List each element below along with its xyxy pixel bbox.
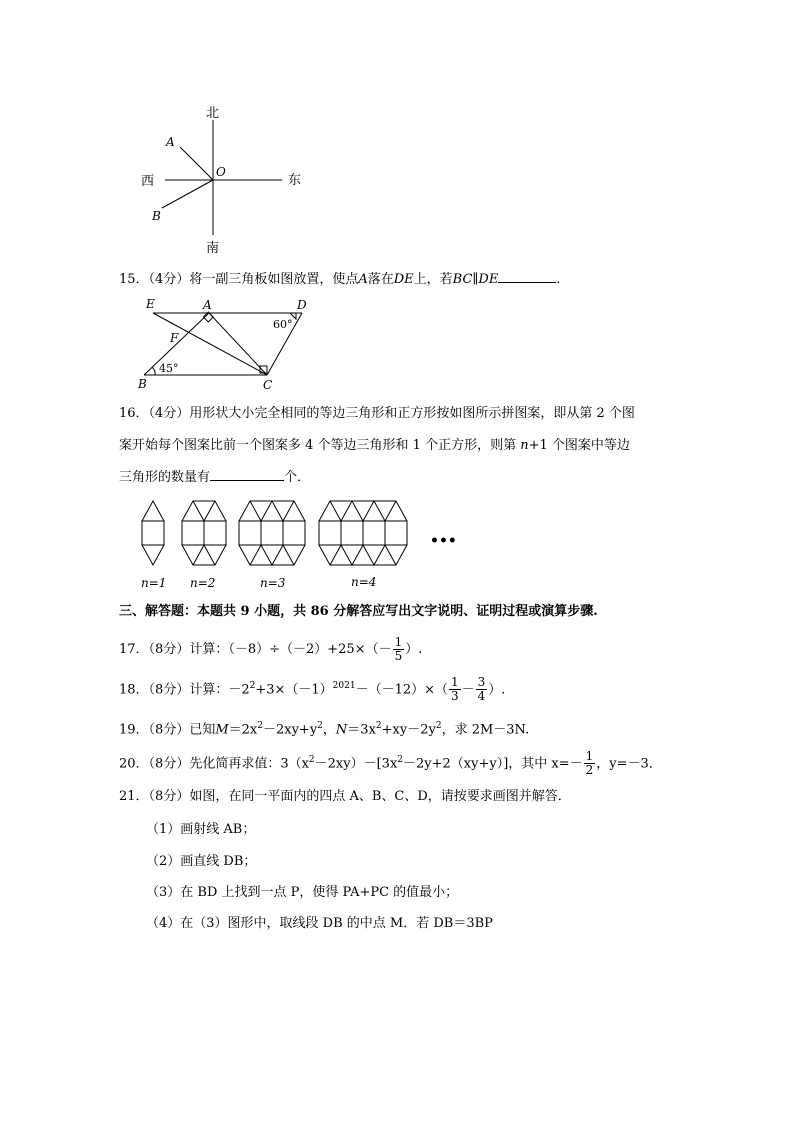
label-C: C [263,378,273,392]
question-16-line3: 三角形的数量有 个． [119,470,311,485]
label-south: 南 [206,241,220,256]
question-21-step4: （4）在（3）图形中，取线段 DB 的中点 M．若 DB＝3BP [146,916,493,931]
label-west: 西 [141,174,155,189]
ellipsis: ••• [430,533,457,549]
label-B2: B [138,377,147,391]
label-east: 东 [288,173,302,188]
question-21-step1: （1）画射线 AB； [146,822,256,837]
pattern-figure [135,497,465,592]
question-21-step2: （2）画直线 DB； [146,854,257,869]
label-n1: n=1 [141,576,167,590]
question-21-step3: （3）在 BD 上找到一点 P，使得 PA+PC 的值最小； [146,885,459,900]
question-20: 20．（8分）先化简再求值：$3(x^2-2xy)-[3x^2-2y+2(xy+y)]$，其中 x=－ $\frac{1}{2}$ ，y=－3． [119,749,662,778]
answer-blank [210,468,284,481]
compass-figure [130,100,330,265]
question-21: 21．（8分）如图，在同一平面内的四点 A、B、C、D，请按要求画图并解答． [119,789,571,804]
label-60: 60° [273,318,293,331]
label-A2: A [203,298,212,312]
label-B: B [152,209,161,223]
label-45: 45° [159,362,179,375]
question-19: 19．（8分）已知$M=2x^2-2xy+y^2$，$N=3x^2+xy-2y^2$，求 2M－3N. [119,721,530,738]
question-15: 15．（4分）将一副三角板如图放置，使点A落在DE上，若BC∥DE ． [119,272,570,287]
label-O: O [216,165,226,179]
label-D: D [297,298,307,312]
question-18: 18．（8分）计算：$-2^2+3\times(-1)^{2021}-(-12)\times$（ $\frac{1}{3}$ － $\frac{3}{4}$ ）. [119,675,506,704]
question-16-line2: 案开始每个图案比前一个图案多 4 个等边三角形和 1 个正方形，则第 n+1 个图案中等边 [119,438,630,453]
triangle-figure [130,294,320,394]
label-n3: n=3 [260,576,286,590]
question-16-line1: 16．（4分）用形状大小完全相同的等边三角形和正方形按如图所示拼图案，即从第 2 个图 [119,406,635,421]
question-17: 17．（8分）计算：（－8）÷（－2）+25×（－ $\frac{1}{5}$ ）. [119,635,423,663]
label-A: A [166,135,175,149]
label-E: E [146,297,155,311]
label-n4: n=4 [351,575,377,589]
section-3-heading: 三、解答题：本题共 9 小题，共 86 分解答应写出文字说明、证明过程或演算步骤. [119,604,598,619]
label-north: 北 [206,106,220,121]
label-n2: n=2 [190,576,216,590]
answer-blank [498,270,556,283]
label-F: F [170,331,179,345]
